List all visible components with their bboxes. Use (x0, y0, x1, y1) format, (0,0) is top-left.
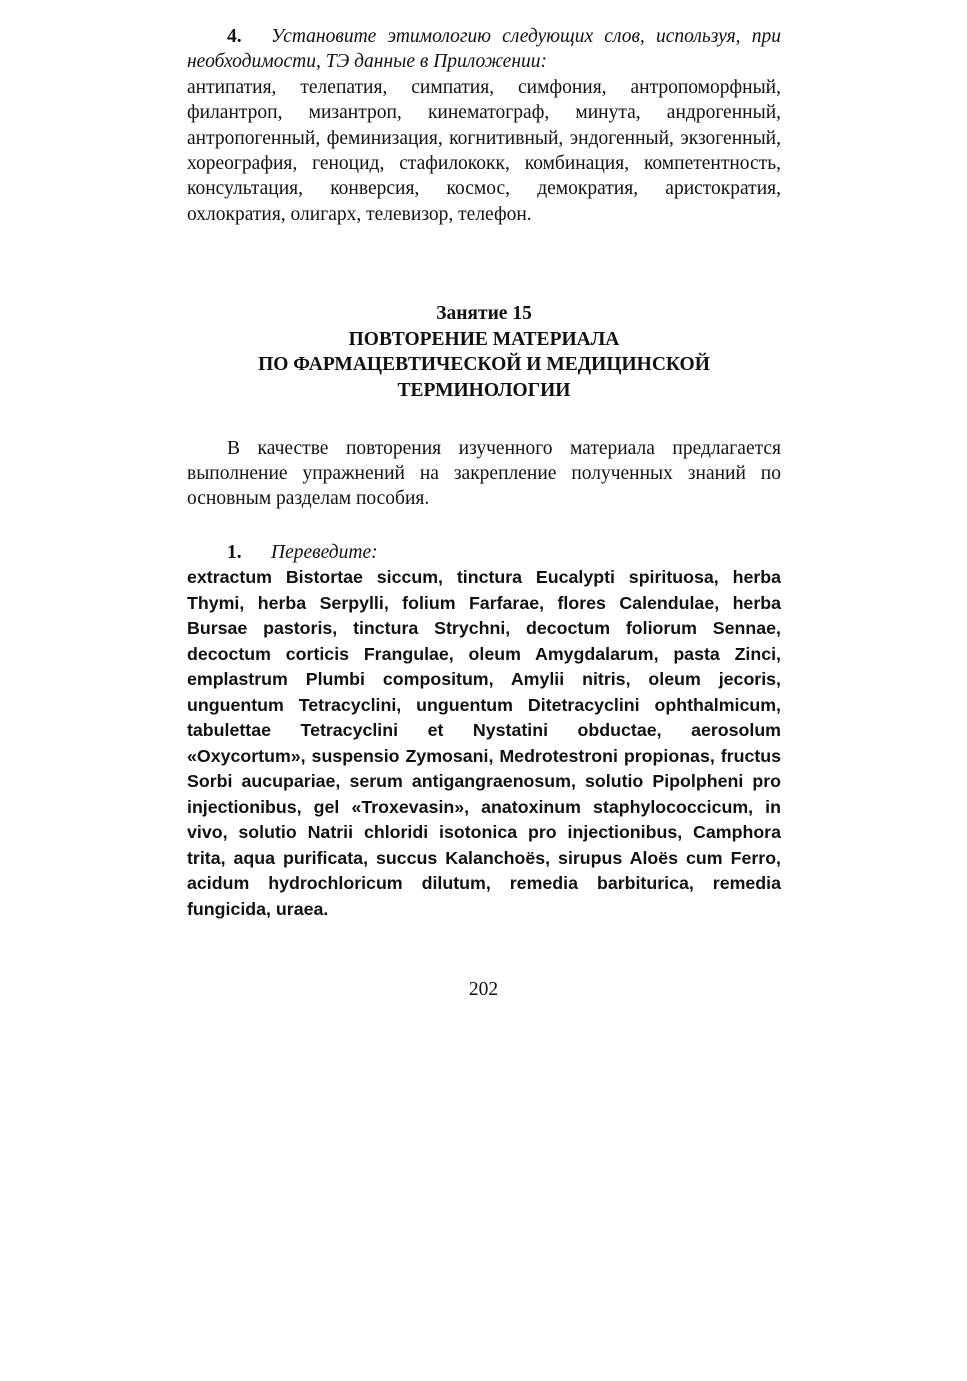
lesson-number: Занятие 15 (436, 303, 532, 325)
task-4-heading (187, 24, 781, 75)
task-1-prompt: Переведите: (271, 541, 378, 563)
task-4-word-list: антипатия, телепатия, симпатия, симфония, антропоморфный, филантроп, мизантроп, кинематограф, минута, андрогенный, антропогенный, феминизация, когнитивный, эндогенный, экзогенный, хореография, геноцид, стафилококк, комбинация, компетентность, консультация, конверсия, космос, демократия, аристократия, охлократия, олигарх, телевизор, телефон. (187, 76, 781, 225)
task-4 (187, 24, 781, 227)
task-1-number: 1. (227, 541, 242, 563)
lesson-title-line-2: ПОВТОРЕНИЕ МАТЕРИАЛА (348, 328, 620, 350)
lesson-title (187, 301, 781, 403)
lesson-intro: В качестве повторения изученного материала предлагается выполнение упражнений на закрепление полученных знаний по основным разделам пособия. (187, 437, 781, 510)
lesson-title-line-3: ПО ФАРМАЦЕВТИЧЕСКОЙ И МЕДИЦИНСКОЙ (258, 354, 710, 376)
task-1-latin-terms: extractum Bistortae siccum, tinctura Eucalypti spirituosa, herba Thymi, herba Serpylli, folium Farfarae, flores Calendulae, herba Bursae pastoris, tinctura Strychni, decoctum foliorum Sennae, decoctum corticis Frangulae, oleum Amygdalarum, pasta Zinci, emplastrum Plumbi compositum, Amylii nitris, oleum jecoris, unguentum Tetracyclini, unguentum Ditetracyclini ophthalmicum, tabulettae Tetracyclini et Nystatini obductae, aerosolum «Oxycortum», suspensio Zymosani, Medrotestroni propionas, fructus Sorbi aucupariae, serum antigangraenosum, solutio Pipolpheni pro injectionibus, gel «Troxevasin», anatoxinum staphylococcicum, in vivo, solutio Natrii chloridi isotonica pro injectionibus, Camphora trita, aqua purificata, succus Kalanchoës, sirupus Aloës cum Ferro, acidum hydrochloricum dilutum, remedia barbiturica, remedia fungicida, uraea. (187, 567, 781, 919)
page-number: 202 (468, 979, 499, 1000)
task-1-heading (187, 540, 781, 565)
task-1 (187, 540, 781, 922)
task-4-number: 4. (227, 26, 242, 47)
task-4-prompt: Установите этимологию следующих слов, используя, при необходимости, ТЭ данные в Приложении: (187, 26, 781, 73)
page-body (187, 24, 781, 922)
lesson-title-line-4: ТЕРМИНОЛОГИИ (397, 380, 571, 402)
